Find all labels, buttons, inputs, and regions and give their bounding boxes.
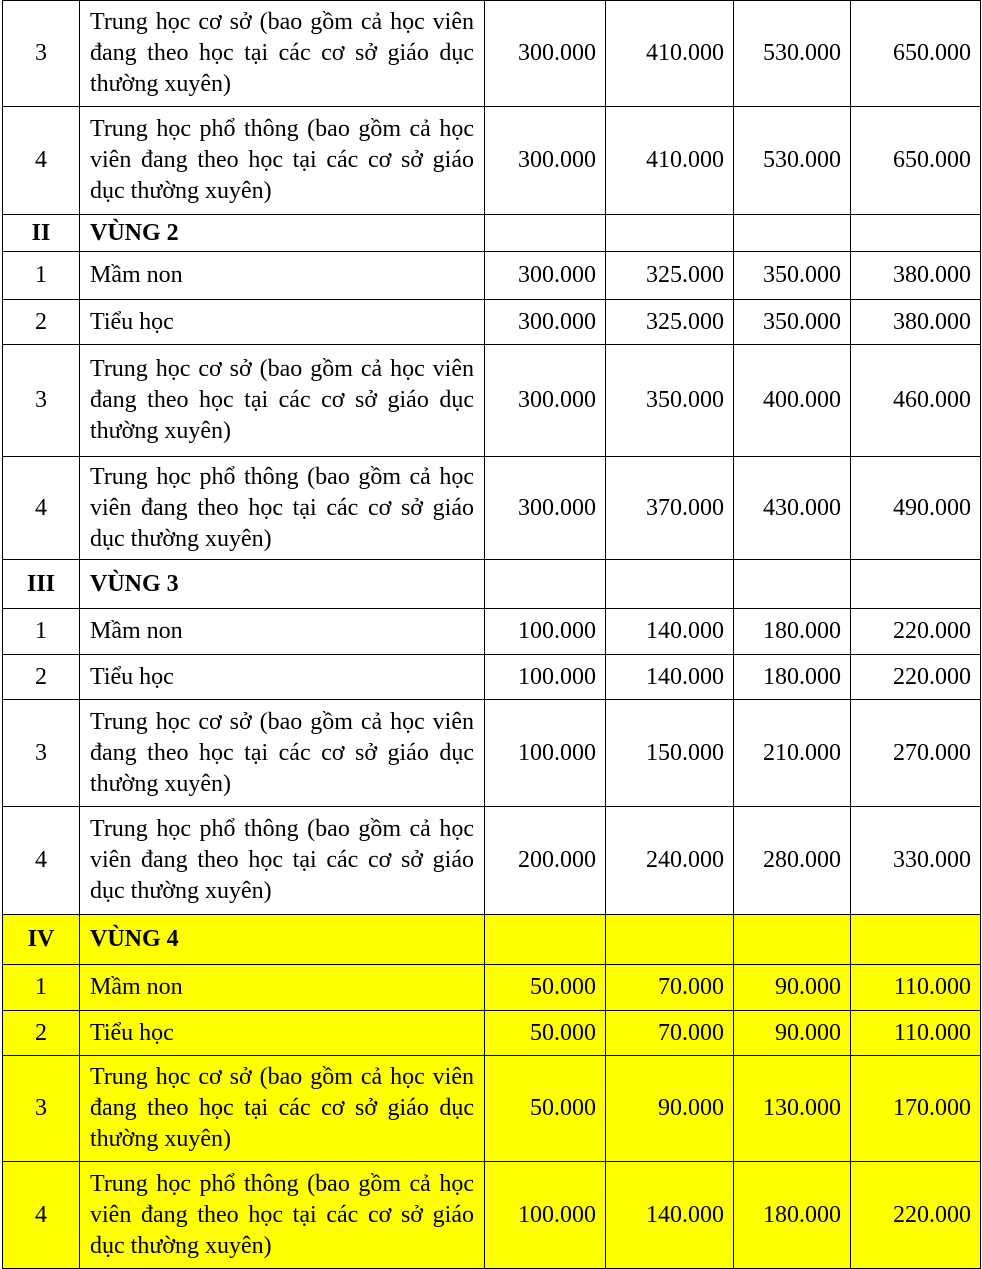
fee-value-3: 280.000 bbox=[734, 807, 851, 915]
level-name: Trung học phổ thông (bao gồm cả học viên đang theo học tại các cơ sở giáo dục thường xuyên) bbox=[80, 457, 485, 560]
table-row bbox=[3, 345, 981, 457]
fee-value-2: 140.000 bbox=[606, 1162, 734, 1269]
fee-value-3: 210.000 bbox=[734, 700, 851, 807]
fee-value-3: 350.000 bbox=[734, 252, 851, 300]
section-title: VÙNG 2 bbox=[80, 215, 485, 252]
fee-value-1: 300.000 bbox=[485, 1, 606, 107]
table-row bbox=[3, 965, 981, 1011]
row-number: 3 bbox=[3, 345, 80, 457]
fee-value-3: 90.000 bbox=[734, 965, 851, 1011]
section-number: II bbox=[3, 215, 80, 252]
fee-value-2 bbox=[606, 560, 734, 609]
fee-value-1 bbox=[485, 915, 606, 965]
table-row bbox=[3, 1056, 981, 1162]
level-name: Trung học cơ sở (bao gồm cả học viên đang theo học tại các cơ sở giáo dục thường xuyên) bbox=[80, 345, 485, 457]
fee-value-3: 130.000 bbox=[734, 1056, 851, 1162]
fee-value-4: 330.000 bbox=[851, 807, 981, 915]
row-number: 4 bbox=[3, 807, 80, 915]
fee-value-2: 150.000 bbox=[606, 700, 734, 807]
table-row bbox=[3, 609, 981, 655]
fee-value-3: 350.000 bbox=[734, 300, 851, 345]
fee-value-4: 110.000 bbox=[851, 965, 981, 1011]
fee-value-3 bbox=[734, 915, 851, 965]
row-number: 1 bbox=[3, 609, 80, 655]
row-number: 3 bbox=[3, 1056, 80, 1162]
level-name: Tiểu học bbox=[80, 655, 485, 700]
level-name: Trung học cơ sở (bao gồm cả học viên đang theo học tại các cơ sở giáo dục thường xuyên) bbox=[80, 1, 485, 107]
table-row bbox=[3, 252, 981, 300]
fee-value-4 bbox=[851, 560, 981, 609]
row-number: 4 bbox=[3, 457, 80, 560]
fee-value-3: 90.000 bbox=[734, 1011, 851, 1056]
fee-value-4: 380.000 bbox=[851, 300, 981, 345]
section-number: III bbox=[3, 560, 80, 609]
fee-value-1 bbox=[485, 560, 606, 609]
fee-value-3: 530.000 bbox=[734, 1, 851, 107]
table-row bbox=[3, 1011, 981, 1056]
level-name: Tiểu học bbox=[80, 1011, 485, 1056]
row-number: 3 bbox=[3, 700, 80, 807]
level-name: Trung học phổ thông (bao gồm cả học viên đang theo học tại các cơ sở giáo dục thường xuyên) bbox=[80, 1162, 485, 1269]
fee-value-4: 170.000 bbox=[851, 1056, 981, 1162]
section-row bbox=[3, 915, 981, 965]
table-row bbox=[3, 1, 981, 107]
fee-value-4: 490.000 bbox=[851, 457, 981, 560]
fee-value-2: 350.000 bbox=[606, 345, 734, 457]
fee-value-1: 300.000 bbox=[485, 345, 606, 457]
tuition-fee-table bbox=[2, 0, 981, 1269]
level-name: Mầm non bbox=[80, 252, 485, 300]
table-row bbox=[3, 655, 981, 700]
row-number: 2 bbox=[3, 655, 80, 700]
fee-value-2: 410.000 bbox=[606, 1, 734, 107]
fee-value-3: 400.000 bbox=[734, 345, 851, 457]
fee-value-4: 650.000 bbox=[851, 107, 981, 215]
level-name: Trung học phổ thông (bao gồm cả học viên đang theo học tại các cơ sở giáo dục thường xuyên) bbox=[80, 107, 485, 215]
fee-value-1: 300.000 bbox=[485, 107, 606, 215]
fee-value-2: 70.000 bbox=[606, 965, 734, 1011]
table-row bbox=[3, 807, 981, 915]
row-number: 4 bbox=[3, 1162, 80, 1269]
fee-value-1: 100.000 bbox=[485, 700, 606, 807]
fee-value-2 bbox=[606, 915, 734, 965]
fee-value-3 bbox=[734, 560, 851, 609]
fee-value-1: 100.000 bbox=[485, 609, 606, 655]
fee-value-4 bbox=[851, 915, 981, 965]
fee-value-1: 300.000 bbox=[485, 252, 606, 300]
fee-value-3: 180.000 bbox=[734, 609, 851, 655]
table-row bbox=[3, 700, 981, 807]
section-row bbox=[3, 560, 981, 609]
fee-value-2: 240.000 bbox=[606, 807, 734, 915]
fee-value-2 bbox=[606, 215, 734, 252]
fee-value-3: 180.000 bbox=[734, 655, 851, 700]
section-number: IV bbox=[3, 915, 80, 965]
level-name: Trung học cơ sở (bao gồm cả học viên đang theo học tại các cơ sở giáo dục thường xuyên) bbox=[80, 700, 485, 807]
fee-value-4 bbox=[851, 215, 981, 252]
fee-value-4: 380.000 bbox=[851, 252, 981, 300]
fee-value-4: 110.000 bbox=[851, 1011, 981, 1056]
fee-value-1: 300.000 bbox=[485, 457, 606, 560]
fee-value-1: 50.000 bbox=[485, 965, 606, 1011]
table-row bbox=[3, 300, 981, 345]
fee-value-4: 220.000 bbox=[851, 609, 981, 655]
fee-value-2: 90.000 bbox=[606, 1056, 734, 1162]
fee-value-2: 70.000 bbox=[606, 1011, 734, 1056]
fee-value-2: 140.000 bbox=[606, 655, 734, 700]
row-number: 3 bbox=[3, 1, 80, 107]
fee-value-2: 140.000 bbox=[606, 609, 734, 655]
table-row bbox=[3, 107, 981, 215]
fee-value-2: 325.000 bbox=[606, 252, 734, 300]
fee-value-1: 200.000 bbox=[485, 807, 606, 915]
table-row bbox=[3, 1162, 981, 1269]
row-number: 1 bbox=[3, 252, 80, 300]
fee-value-4: 270.000 bbox=[851, 700, 981, 807]
section-row bbox=[3, 215, 981, 252]
level-name: Trung học cơ sở (bao gồm cả học viên đang theo học tại các cơ sở giáo dục thường xuyên) bbox=[80, 1056, 485, 1162]
section-title: VÙNG 4 bbox=[80, 915, 485, 965]
row-number: 4 bbox=[3, 107, 80, 215]
fee-value-1: 50.000 bbox=[485, 1011, 606, 1056]
fee-value-3: 180.000 bbox=[734, 1162, 851, 1269]
level-name: Mầm non bbox=[80, 965, 485, 1011]
section-title: VÙNG 3 bbox=[80, 560, 485, 609]
level-name: Trung học phổ thông (bao gồm cả học viên đang theo học tại các cơ sở giáo dục thường xuyên) bbox=[80, 807, 485, 915]
fee-value-2: 370.000 bbox=[606, 457, 734, 560]
row-number: 2 bbox=[3, 300, 80, 345]
fee-value-1: 50.000 bbox=[485, 1056, 606, 1162]
row-number: 2 bbox=[3, 1011, 80, 1056]
fee-value-1: 100.000 bbox=[485, 1162, 606, 1269]
fee-value-1 bbox=[485, 215, 606, 252]
fee-value-4: 220.000 bbox=[851, 655, 981, 700]
fee-value-1: 300.000 bbox=[485, 300, 606, 345]
fee-value-3: 530.000 bbox=[734, 107, 851, 215]
fee-value-4: 650.000 bbox=[851, 1, 981, 107]
table-row bbox=[3, 457, 981, 560]
fee-value-3: 430.000 bbox=[734, 457, 851, 560]
row-number: 1 bbox=[3, 965, 80, 1011]
fee-value-4: 220.000 bbox=[851, 1162, 981, 1269]
fee-value-3 bbox=[734, 215, 851, 252]
fee-value-4: 460.000 bbox=[851, 345, 981, 457]
fee-value-1: 100.000 bbox=[485, 655, 606, 700]
table-body bbox=[3, 1, 981, 1269]
level-name: Mầm non bbox=[80, 609, 485, 655]
fee-value-2: 325.000 bbox=[606, 300, 734, 345]
fee-value-2: 410.000 bbox=[606, 107, 734, 215]
level-name: Tiểu học bbox=[80, 300, 485, 345]
